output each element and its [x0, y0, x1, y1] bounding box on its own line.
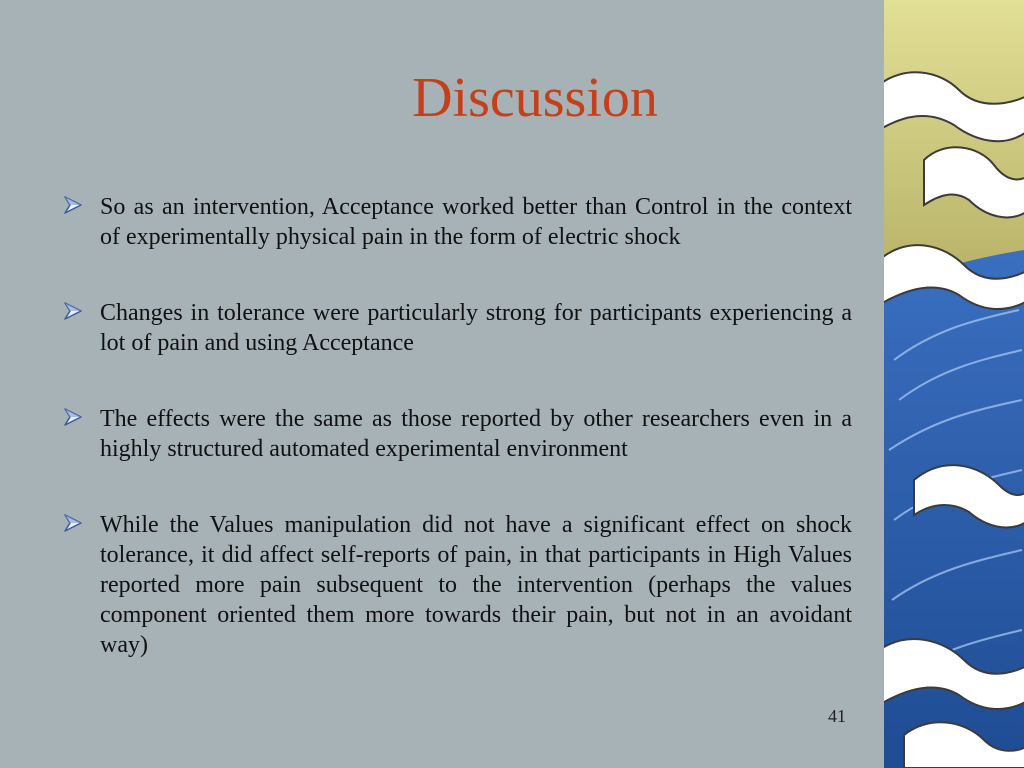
page-number: 41	[828, 706, 846, 726]
bullet-item	[62, 192, 852, 252]
bullet-text: The effects were the same as those reported by other researchers even in a highly structured automated experimental environment	[100, 406, 852, 462]
slide-title: Discussion	[412, 67, 658, 129]
bullet-text: Changes in tolerance were particularly strong for participants experiencing a lot of pain and using Acceptance	[100, 300, 852, 356]
bullet-item	[62, 510, 852, 660]
bullet-item	[62, 298, 852, 358]
bullet-list	[62, 192, 852, 706]
bullet-text: So as an intervention, Acceptance worked better than Control in the context of experimentally physical pain in the form of electric shock	[100, 194, 852, 250]
wave-decoration	[884, 0, 1024, 768]
arrow-bullet-icon	[62, 512, 84, 534]
arrow-bullet-icon	[62, 194, 84, 216]
arrow-bullet-icon	[62, 300, 84, 322]
bullet-text: While the Values manipulation did not have a significant effect on shock tolerance, it did affect self-reports of pain, in that participants in High Values reported more pain subsequent to the intervention (perhaps the values component oriented them more towards their pain, but not in an avoidant way)	[100, 512, 852, 658]
arrow-bullet-icon	[62, 406, 84, 428]
bullet-item	[62, 404, 852, 464]
